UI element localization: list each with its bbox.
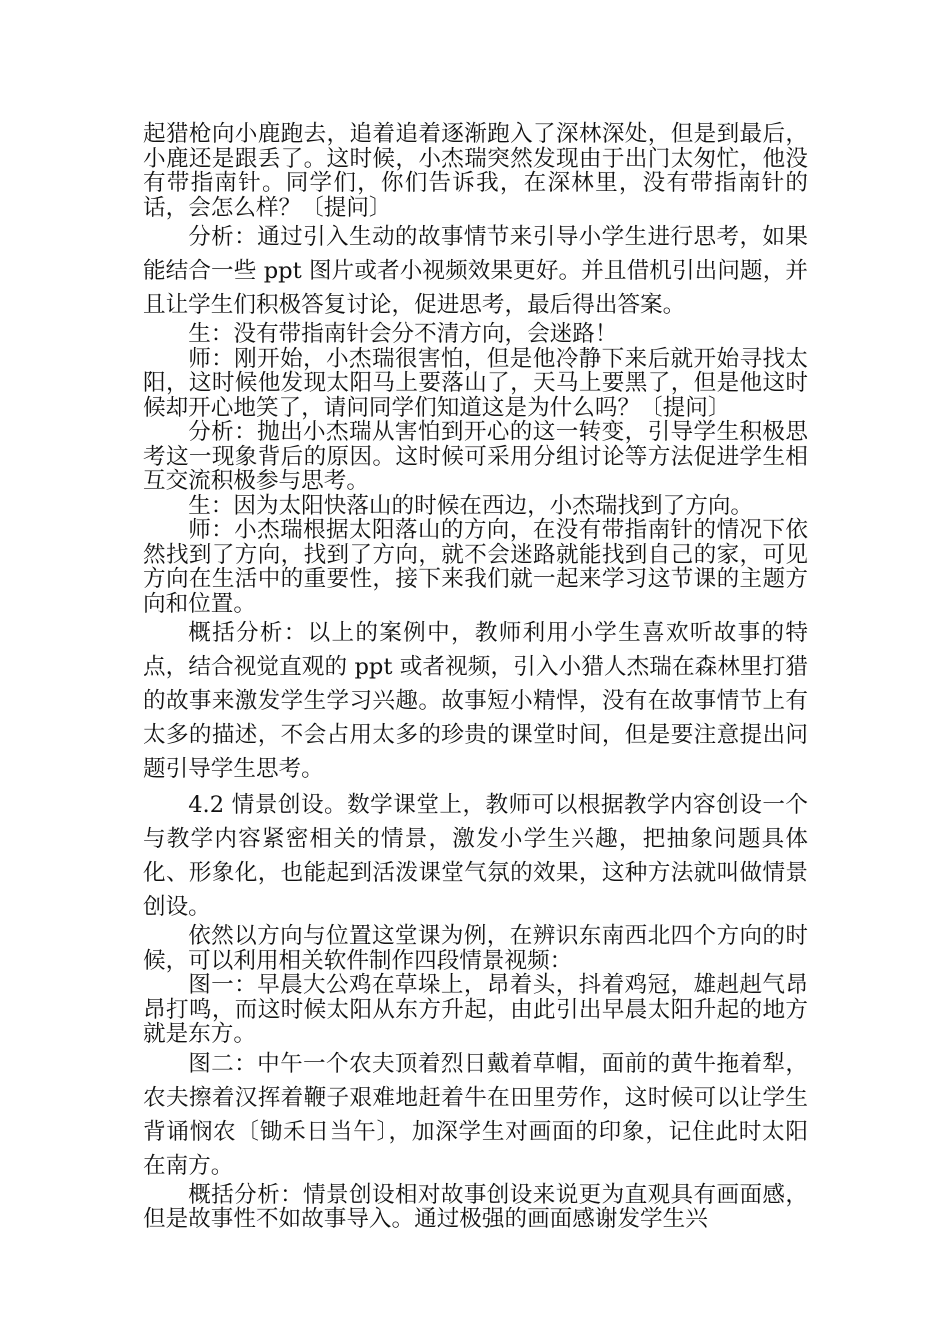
paragraph-story-continuation: 起猎枪向小鹿跑去，追着追着逐渐跑入了深林深处，但是到最后，小鹿还是跟丢了。这时候，小杰瑞突然发现由于出门太匆忙，他没有带指南针。同学们，你们告诉我，在深林里，没有带指南针的话，会怎么样？〔提问〕 [143, 121, 808, 221]
paragraph-teacher-summary: 师：小杰瑞根据太阳落山的方向，在没有带指南针的情况下依然找到了方向，找到了方向，就不会迷路就能找到自己的家，可见方向在生活中的重要性，接下来我们就一起来学习这节课的主题方向和位置。 [143, 517, 808, 617]
document-page [143, 122, 808, 1232]
paragraph-summary-analysis-1: 概括分析：以上的案例中，教师利用小学生喜欢听故事的特点，结合视觉直观的 ppt 或者视频，引入小猎人杰瑞在森林里打猎的故事来激发学生学习兴趣。故事短小精悍，没有在故事情节上有太多的描述，不会占用太多的珍贵的课堂时间，但是要注意提出问题引导学生思考。 [143, 620, 808, 782]
paragraph-student-answer-2: 生：因为太阳快落山的时候在西边，小杰瑞找到了方向。 [188, 492, 754, 519]
paragraph-direction-example: 依然以方向与位置这堂课为例，在辨识东南西北四个方向的时候，可以利用相关软件制作四段情景视频： [143, 923, 808, 974]
paragraph-teacher-question-2: 师：刚开始，小杰瑞很害怕，但是他冷静下来后就开始寻找太阳，这时候他发现太阳马上要落山了，天马上要黑了，但是他这时候却开心地笑了，请问同学们知道这是为什么吗？〔提问〕 [143, 345, 808, 421]
paragraph-summary-analysis-2: 概括分析：情景创设相对故事创设来说更为直观具有画面感，但是故事性不如故事导入。通过极强的画面感谢发学生兴 [143, 1181, 808, 1232]
paragraph-student-answer-1: 生：没有带指南针会分不清方向，会迷路！ [188, 321, 618, 347]
paragraph-section-4-2: 4.2 情景创设。数学课堂上，教师可以根据教学内容创设一个与教学内容紧密相关的情景，激发小学生兴趣，把抽象问题具体化、形象化，也能起到活泼课堂气氛的效果，这种方法就叫做情景创设。 [143, 792, 808, 920]
paragraph-analysis-2: 分析：抛出小杰瑞从害怕到开心的这一转变，引导学生积极思考这一现象背后的原因。这时候可采用分组讨论等方法促进学生相互交流积极参与思考。 [143, 419, 808, 494]
paragraph-figure-1: 图一：早晨大公鸡在草垛上，昂着头，抖着鸡冠，雄赳赳气昂昂打鸣，而这时候太阳从东方升起，由此引出早晨太阳升起的地方就是东方。 [143, 972, 808, 1047]
paragraph-analysis-1: 分析：通过引入生动的故事情节来引导小学生进行思考，如果能结合一些 ppt 图片或者小视频效果更好。并且借机引出问题，并且让学生们积极答复讨论，促进思考，最后得出答案。 [143, 224, 808, 318]
paragraph-figure-2: 图二：中午一个农夫顶着烈日戴着草帽，面前的黄牛拖着犁，农夫擦着汉挥着鞭子艰难地赶着牛在田里劳作，这时候可以让学生背诵悯农〔锄禾日当午〕，加深学生对画面的印象，记住此时太阳在南方。 [143, 1050, 808, 1179]
